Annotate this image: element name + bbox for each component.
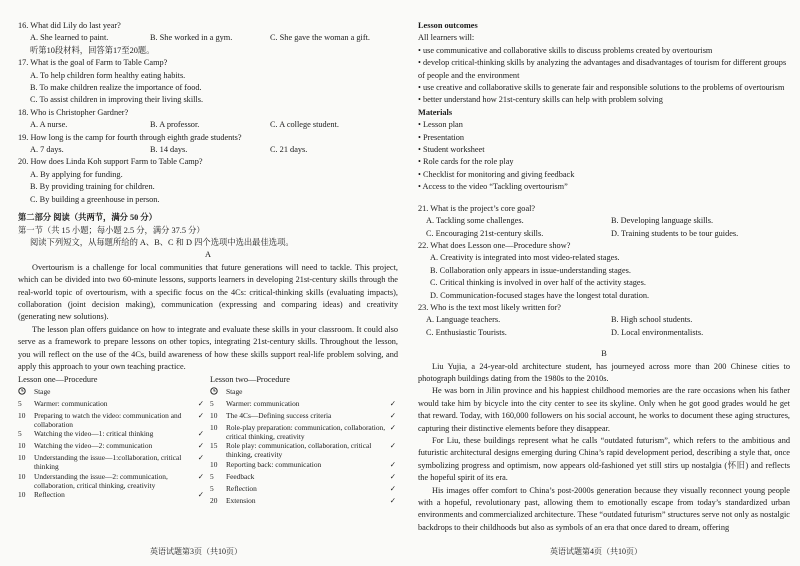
question-16-options [18, 32, 398, 44]
check-mark: ✓ [197, 441, 204, 451]
outcome-item: • develop critical-thinking skills by analyzing the advantages and disadvantages of tourism for different groups of people and the environment [418, 57, 790, 82]
clock-icon [210, 387, 226, 397]
question-17: 17. What is the goal of Farm to Table Camp? [18, 58, 168, 68]
question-21-options [418, 215, 790, 240]
option-a: A. Creativity is integrated into most video-related stages. [430, 253, 620, 263]
table-row [18, 472, 204, 490]
stage: Watching the video—2: communication [34, 441, 153, 451]
outcome-item: • use creative and collaborative skills to generate fair and responsible solutions to the problems of overtourism [418, 82, 790, 94]
duration: 5 [210, 483, 214, 493]
passage-b-paragraph-1: Liu Yujia, a 24-year-old architecture student, has journeyed across more than 200 Chinese cities to photograph buildings dating from the 1980s to the 2010s. [418, 361, 790, 383]
material-item: • Role cards for the role play [418, 156, 790, 168]
option-c: C. Encouraging 21st-century skills. [426, 228, 544, 238]
option-a: A. To help children form healthy eating habits. [30, 70, 186, 80]
stage: Role play: communication, collaboration, critical thinking, creativity [226, 441, 372, 460]
duration: 10 [18, 490, 26, 499]
passage-b-paragraph-4: His images offer comfort to China’s post-2000s generation because they visually reconnect young people with a hopeful, revolutionary past, allowing them to emotionally escape from today’s standardized urban environments and commercialized architecture. These “outdated futurism” structures serve not only as nostalgic backdrops to their childhoods but also as symbols of an era that once dared to dream, offering [418, 485, 790, 532]
stage: Preparing to watch the video: communication and collaboration [34, 410, 182, 429]
option-c: C. 21 days. [270, 145, 308, 155]
option-c: C. Enthusiastic Tourists. [426, 327, 507, 337]
lesson-outcomes-title: Lesson outcomes [418, 21, 478, 30]
option-c: C. She gave the woman a gift. [270, 33, 371, 43]
option-d: D. Communication-focused stages have the longest total duration. [430, 290, 650, 300]
stage: Extension [226, 495, 256, 505]
option-c: C. By building a greenhouse in person. [30, 194, 160, 204]
lesson-one-header [18, 387, 204, 399]
check-mark: ✓ [389, 441, 396, 451]
table-row [18, 399, 204, 411]
lesson-one-title: Lesson one—Procedure [18, 375, 98, 385]
section-one-instructions: 阅读下列短文，从每题所给的 A、B、C 和 D 四个选项中选出最佳选项。 [30, 237, 294, 247]
option-a: A. She learned to paint. [30, 33, 109, 43]
duration: 15 [210, 441, 218, 451]
materials-title: Materials [418, 107, 453, 117]
option-b: B. Collaboration only appears in issue-understanding stages. [430, 265, 631, 275]
lesson-procedure-tables [18, 374, 398, 507]
duration: 5 [18, 398, 22, 408]
stage: Watching the video—1: critical thinking [34, 429, 154, 439]
option-c: C. Critical thinking is involved in over half of the activity stages. [430, 278, 646, 288]
right-page [418, 20, 790, 534]
option-a: A. Language teachers. [426, 315, 501, 325]
table-row [210, 460, 396, 472]
question-23: 23. Who is the text most likely written for? [418, 302, 561, 312]
duration: 20 [210, 495, 218, 505]
question-23-options [418, 314, 790, 339]
duration: 10 [18, 441, 26, 451]
stage: Reflection [34, 490, 65, 499]
table-row [18, 453, 204, 471]
check-mark: ✓ [389, 410, 396, 420]
question-16: 16. What did Lily do last year? [18, 21, 121, 30]
duration: 10 [18, 453, 26, 463]
passage-a-label: A [205, 250, 211, 260]
stage: Understanding the issue—2: communication, collaboration, critical thinking, creativity [34, 471, 168, 490]
section-one-title: 第一节（共 15 小题；每小题 2.5 分，满分 37.5 分） [18, 225, 205, 235]
duration: 5 [210, 398, 214, 408]
duration: 5 [210, 471, 214, 481]
option-b: B. She worked in a gym. [150, 33, 233, 43]
option-d: D. Local environmentalists. [611, 327, 704, 337]
material-item: • Lesson plan [418, 119, 790, 131]
option-b: B. 14 days. [150, 145, 188, 155]
check-mark: ✓ [389, 495, 396, 505]
duration: 10 [210, 459, 218, 469]
outcome-item: • use communicative and collaborative skills to discuss problems created by overtourism [418, 45, 790, 57]
material-item: • Access to the video “Tackling overtourism” [418, 181, 790, 193]
clock-icon [18, 387, 34, 397]
duration: 10 [210, 410, 218, 420]
duration: 5 [18, 429, 22, 439]
lesson-two-title: Lesson two—Procedure [210, 375, 290, 385]
option-d: D. Training students to be tour guides. [611, 228, 739, 238]
lesson-outcomes-intro: All learners will: [418, 33, 475, 43]
passage-a-paragraph-1: Overtourism is a challenge for local communities that future generations will need to tackle. This project, which can be divided into two 60-minute lessons, supports learners in developing 21st-century skills through the real-world topic of overtourism, with a specific focus on the 4Cs: critical-thinking skills (evaluating impacts), collaboration (joint decision making), communication (expressing and comparing ideas) and creativity (generating new solutions). [18, 262, 398, 322]
question-18-options [18, 119, 398, 131]
lesson-one-table [18, 374, 204, 507]
stage: Understanding the issue—1:collaboration, critical thinking [34, 453, 182, 472]
option-b: B. To make children realize the importance of food. [30, 83, 202, 93]
check-mark: ✓ [389, 398, 396, 408]
duration: 10 [18, 410, 26, 420]
stage: The 4Cs—Defining success criteria [226, 410, 332, 420]
passage-b-label: B [601, 349, 607, 359]
table-row [210, 399, 396, 411]
check-mark: ✓ [389, 471, 396, 481]
passage-a-paragraph-2: The lesson plan offers guidance on how to integrate and evaluate these skills in your classroom. It could also serve as a framework to prepare lessons on other topics, integrating 21st-century skills. Throughout the lesson, you will reflect on the use of the 4Cs, build awareness of how these skills support real-life problem solving, and apply this approach to your own teaching practice. [18, 324, 398, 371]
question-18: 18. Who is Christopher Gardner? [18, 107, 129, 117]
check-mark: ✓ [389, 422, 396, 432]
option-b: B. By providing training for children. [30, 182, 155, 192]
material-item: • Checklist for monitoring and giving feedback [418, 169, 790, 181]
material-item: • Presentation [418, 132, 790, 144]
table-row [210, 484, 396, 496]
passage-b-paragraph-3: For Liu, these buildings represent what he calls “outdated futurism”, which refers to the ambitious and futuristic architectural designs emerging during China’s rapid development period, describing a style that, once symbolizing progress and optimism, now appears old-fashioned yet still stirs up nostalgia (怀旧) and reflects the hopeful spirit of its era. [418, 436, 790, 483]
check-mark: ✓ [197, 471, 204, 481]
question-22: 22. What does Lesson one—Procedure show? [418, 240, 571, 250]
material-item: • Student worksheet [418, 144, 790, 156]
table-row [210, 411, 396, 423]
stage: Feedback [226, 471, 255, 481]
check-mark: ✓ [197, 410, 204, 420]
stage-header: Stage [34, 386, 51, 396]
table-row [210, 496, 396, 508]
check-mark: ✓ [197, 398, 204, 408]
question-19: 19. How long is the camp for fourth through eighth grade students? [18, 132, 242, 142]
check-mark: ✓ [197, 490, 204, 499]
listening-note: 听第10段材料，回答第17至20题。 [30, 45, 155, 55]
stage: Reflection [226, 483, 257, 493]
page-footer-right: 英语试题第4页（共10页） [550, 547, 642, 556]
table-row [210, 423, 396, 441]
option-a: A. Tackling some challenges. [426, 216, 524, 226]
stage: Warmer: communication [226, 398, 300, 408]
option-a: A. 7 days. [30, 145, 64, 155]
table-row [18, 411, 204, 429]
option-b: B. High school students. [611, 315, 693, 325]
stage: Role-play preparation: communication, collaboration, critical thinking, creativity [226, 422, 386, 441]
question-19-options [18, 144, 398, 156]
option-a: A. A nurse. [30, 120, 68, 130]
stage: Reporting back: communication [226, 459, 322, 469]
option-b: B. A professor. [150, 120, 200, 130]
left-page [18, 20, 398, 508]
option-c: C. To assist children in improving their living skills. [30, 95, 204, 105]
check-mark: ✓ [389, 483, 396, 493]
question-20: 20. How does Linda Koh support Farm to Table Camp? [18, 157, 203, 167]
outcome-item: • better understand how 21st-century skills can help with problem solving [418, 94, 790, 106]
part-two-title: 第二部分 阅读（共两节，满分 50 分） [18, 213, 157, 223]
table-row [18, 441, 204, 453]
check-mark: ✓ [389, 459, 396, 469]
table-row [210, 441, 396, 459]
question-21: 21. What is the project’s core goal? [418, 203, 536, 213]
stage: Warmer: communication [34, 398, 108, 408]
lesson-two-header [210, 387, 396, 399]
table-row [18, 429, 204, 441]
check-mark: ✓ [197, 429, 204, 439]
lesson-two-table [210, 374, 396, 507]
table-row [210, 472, 396, 484]
duration: 10 [210, 422, 218, 432]
option-a: A. By applying for funding. [30, 169, 123, 179]
page-footer-left: 英语试题第3页（共10页） [150, 547, 242, 556]
duration: 10 [18, 471, 26, 481]
table-row [18, 490, 204, 502]
check-mark: ✓ [197, 453, 204, 463]
option-c: C. A college student. [270, 120, 339, 130]
stage-header: Stage [226, 386, 243, 396]
passage-b-paragraph-2: He was born in Jilin province and his happiest childhood memories are the rare occasions when his father would take him by bicycle into the city center to see its skyline. Only when he got good grades would he get that reward. Today, with 160,000 followers on his social account, he works to document these aging structures, capturing their distinctive elements before they disappear. [418, 386, 790, 433]
option-b: B. Developing language skills. [611, 216, 714, 226]
